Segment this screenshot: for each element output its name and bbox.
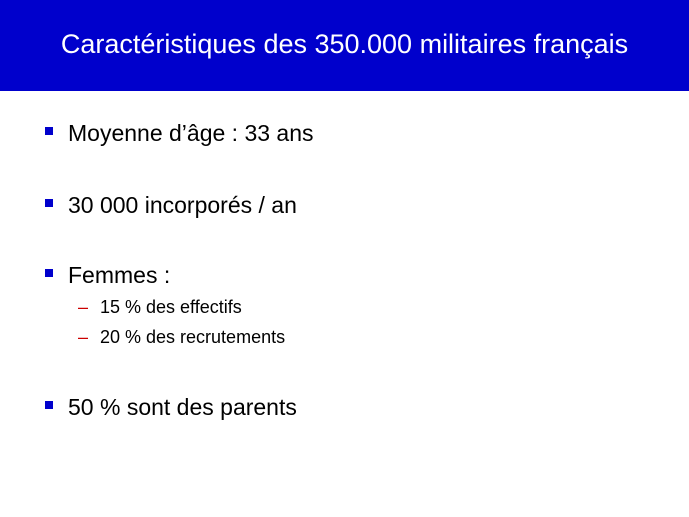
title-bar (0, 0, 689, 91)
bullet-text: 30 000 incorporés / an (68, 192, 297, 218)
bullet-text: Femmes : (68, 262, 171, 288)
bullet-item-recruits (45, 192, 297, 219)
slide-title: Caractéristiques des 350.000 militaires français (60, 29, 629, 59)
dash-bullet-icon: – (78, 327, 89, 347)
sub-bullet-item-recrutements (78, 327, 285, 348)
square-bullet-icon (45, 401, 53, 409)
square-bullet-icon (45, 127, 53, 135)
bullet-text: 50 % sont des parents (68, 394, 297, 420)
bullet-text: Moyenne d’âge : 33 ans (68, 120, 314, 146)
bullet-item-parents (45, 394, 297, 421)
square-bullet-icon (45, 269, 53, 277)
sub-bullet-item-effectifs (78, 297, 242, 318)
bullet-item-women (45, 262, 170, 289)
bullet-item-age (45, 120, 314, 147)
dash-bullet-icon: – (78, 297, 89, 317)
sub-bullet-text: 20 % des recrutements (100, 327, 286, 347)
sub-bullet-text: 15 % des effectifs (100, 297, 242, 317)
square-bullet-icon (45, 199, 53, 207)
